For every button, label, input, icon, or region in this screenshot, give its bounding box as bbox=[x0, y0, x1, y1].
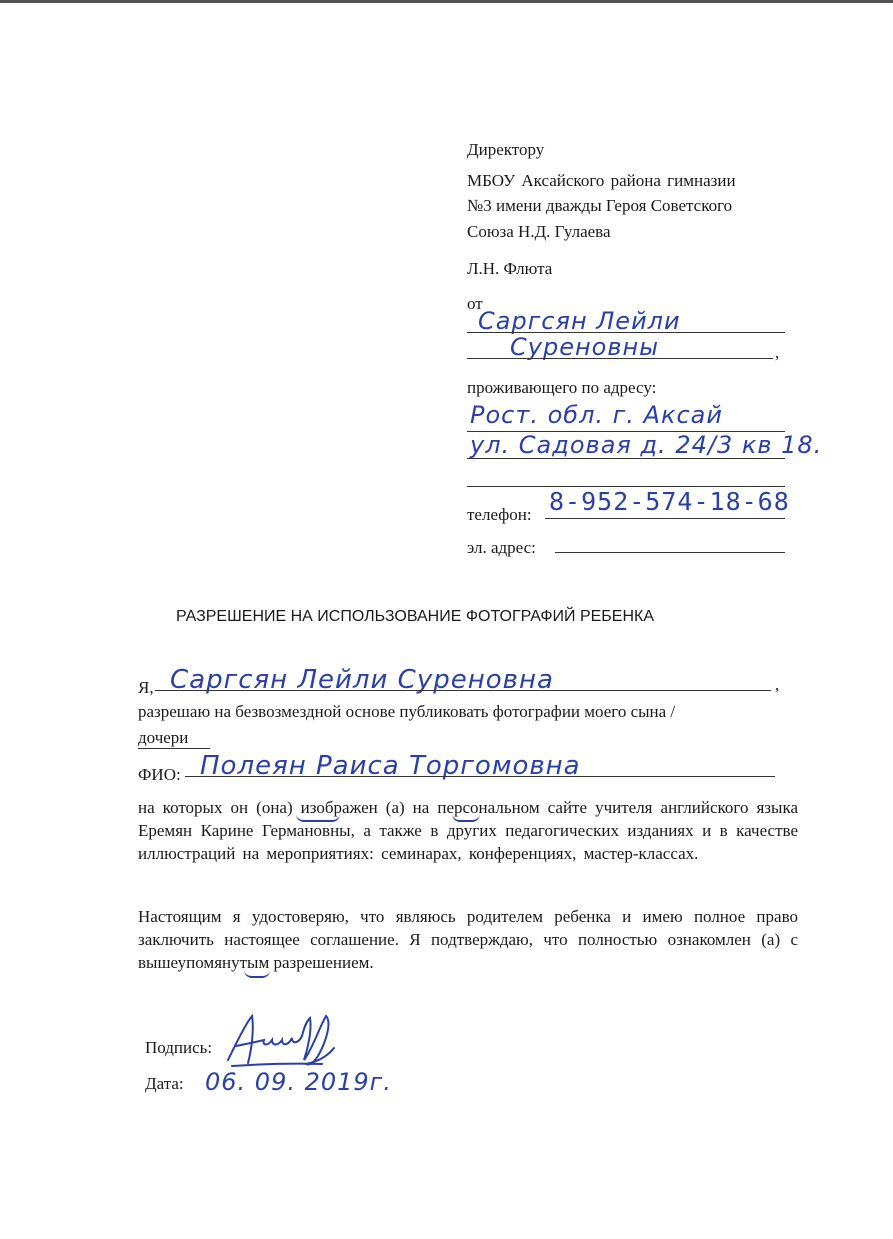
child-name-rule bbox=[185, 776, 775, 777]
date-label: Дата: bbox=[145, 1074, 184, 1093]
from-line-2 bbox=[467, 358, 773, 359]
circle-mark-a-1 bbox=[452, 814, 480, 822]
address-line-1: Рост. обл. г. Аксай bbox=[470, 401, 723, 429]
circle-mark-ona bbox=[296, 814, 340, 822]
from-comma: , bbox=[775, 343, 780, 362]
phone-value: 8-952-574-18-68 bbox=[549, 487, 790, 516]
addressee-line-5: Л.Н. Флюта bbox=[467, 259, 553, 278]
from-label: от bbox=[467, 294, 483, 313]
phone-label: телефон: bbox=[467, 505, 532, 524]
i-name-rule bbox=[155, 690, 771, 691]
i-label: Я, bbox=[138, 678, 154, 697]
permission-line-2: дочери bbox=[138, 728, 189, 747]
signature-label: Подпись: bbox=[145, 1038, 213, 1057]
addressee-line-1: Директору bbox=[467, 140, 545, 159]
circle-mark-a-2 bbox=[244, 970, 270, 978]
permission-rule bbox=[138, 748, 210, 749]
phone-rule bbox=[545, 518, 785, 519]
addressee-line-3: №3 имени дважды Героя Советского bbox=[467, 196, 733, 215]
permission-line-1: разрешаю на безвозмездной основе публиковать фотографии моего сына / bbox=[138, 702, 676, 721]
address-label: проживающего по адресу: bbox=[467, 378, 657, 397]
addressee-line-4: Союза Н.Д. Гулаева bbox=[467, 222, 611, 241]
child-name: Полеян Раиса Торгомовна bbox=[200, 751, 581, 781]
paragraph-confirmation: Настоящим я удостоверяю, что являюсь родителем ребенка и имею полное право заключить настоящее соглашение. Я подтверждаю, что полностью ознакомлен (а) с вышеупомянутым разрешением. bbox=[138, 907, 798, 972]
addressee-line-2: МБОУ Аксайского района гимназии bbox=[467, 171, 736, 190]
signature-image bbox=[222, 1008, 347, 1073]
from-name-line-2: Суреновны bbox=[510, 333, 660, 361]
i-name: Саргсян Лейли Суреновна bbox=[170, 665, 554, 695]
document-title: РАЗРЕШЕНИЕ НА ИСПОЛЬЗОВАНИЕ ФОТОГРАФИЙ РЕБЕНКА bbox=[176, 608, 655, 625]
address-line-2: ул. Садовая д. 24/3 кв 18. bbox=[470, 431, 823, 459]
i-comma: , bbox=[775, 675, 780, 694]
email-label: эл. адрес: bbox=[467, 538, 536, 557]
date-value: 06. 09. 2019г. bbox=[205, 1068, 392, 1096]
address-rule-2 bbox=[467, 458, 785, 459]
email-rule bbox=[555, 552, 785, 553]
child-label: ФИО: bbox=[138, 765, 181, 784]
paragraph-usage: на которых он (она) изображен (а) на персональном сайте учителя английского языка Еремян Карине Германовны, а также в других педагогических изданиях и в качестве иллюстраций на мероприятиях: семинарах, конференциях, мастер-классах. bbox=[138, 798, 798, 863]
scan-edge bbox=[0, 0, 893, 3]
from-name-line-1: Саргсян Лейли bbox=[478, 307, 681, 335]
